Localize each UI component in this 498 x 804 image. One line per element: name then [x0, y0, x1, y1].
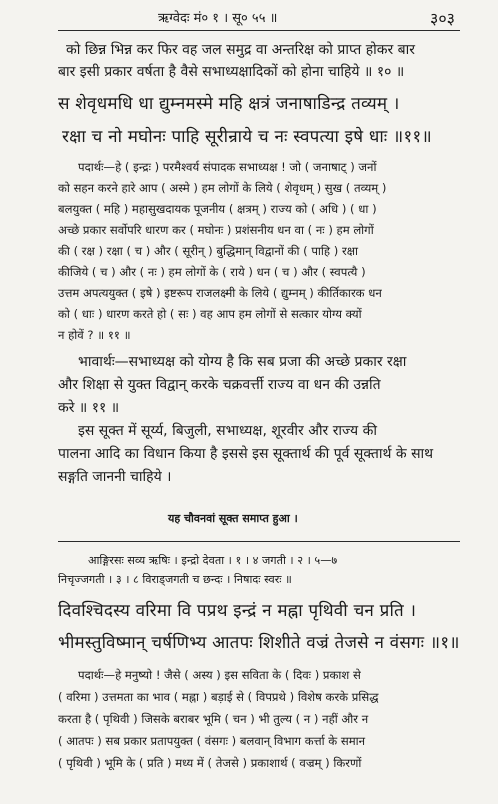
page-number: ३०३	[430, 9, 455, 28]
bhavartha-line: करे ॥ ११ ॥	[58, 400, 120, 416]
padartha-line: न होवें ? ॥ ११ ॥	[58, 328, 131, 342]
sukta-meta-line: आङ्गिरसः सव्य ऋषिः । इन्द्रो देवता । १ । ४ जगती । २ । ५—७	[88, 554, 338, 567]
padartha-line: पदार्थः—हे ( इन्द्रः ) परमैश्वर्य संपादक सभाध्यक्ष ! जो ( जनाषाट् ) जनों	[78, 160, 377, 174]
mantra-line: स शेवृधमधि धा द्युम्नमस्मे महि क्षत्रं जनाषाडिन्द्र तव्यम् ।	[58, 94, 400, 114]
bhavartha-line: और शिक्षा से युक्त विद्वान् करके चक्रवर्त्ती राज्य वा धन की उन्नति	[58, 377, 381, 393]
prose-line: बार इसी प्रकार वर्षता है वैसे सभाध्यक्षादिकों को होना चाहिये ॥ १० ॥	[58, 64, 405, 80]
padartha-line: उत्तम अपत्ययुक्त ( इषे ) इष्टरूप राजलक्ष्मी के लिये ( द्युम्नम् ) कीर्तिकारक धन	[58, 286, 382, 300]
sukta-closing-heading: यह चौवनवां सूक्त समाप्त हुआ ।	[168, 512, 298, 525]
mantra-line: भीमस्तुविष्मान् चर्षणिभ्य आतपः शिशीते वज्रं तेजसे न वंसगः ॥१॥	[58, 633, 460, 653]
padartha-line: पदार्थः—हे मनुष्यो ! जैसे ( अस्य ) इस सविता के ( दिवः ) प्रकाश से	[78, 668, 361, 682]
padartha-line: अच्छे प्रकार सर्वोपरि धारण कर ( मघोनः ) प्रशंसनीय धन वा ( नः ) हम लोगों	[58, 223, 374, 237]
padartha-line: ( वरिमा ) उत्तमता का भाव ( मह्ना ) बड़ाई से ( विपप्रथे ) विशेष करके प्रसिद्ध	[58, 690, 379, 704]
mantra-line: रक्षा च नो मघोनः पाहि सूरीन्राये च नः स्वपत्या इषे धाः ॥११॥	[62, 127, 432, 147]
sukta-meta-line: निचृज्जगती । ३ । ८ विराड्जगती च छन्दः । निषादः स्वरः ॥	[58, 573, 292, 586]
summary-line: इस सूक्त में सूर्य्य, बिजुली, सभाध्यक्ष, शूरवीर और राज्य की	[78, 423, 378, 439]
padartha-line: की ( रक्ष ) रक्षा ( च ) और ( सूरीन् ) बुद्धिमान् विद्वानों की ( पाहि ) रक्षा	[58, 244, 359, 258]
summary-line: सङ्गति जाननी चाहिये ।	[58, 469, 172, 485]
header-rule	[58, 30, 460, 31]
bhavartha-line: भावार्थः—सभाध्यक्ष को योग्य है कि सब प्रजा की अच्छे प्रकार रक्षा	[78, 354, 407, 370]
section-rule	[58, 541, 460, 542]
padartha-line: ( पृथिवी ) भूमि के ( प्रति ) मध्य में ( तेजसे ) प्रकाशार्थ ( वज्रम् ) किरणों	[58, 756, 362, 770]
padartha-line: बलयुक्त ( महि ) महासुखदायक पूजनीय ( क्षत्रम् ) राज्य को ( अधि ) ( धा )	[58, 202, 377, 216]
mantra-line: दिवश्चिदस्य वरिमा वि पप्रथ इन्द्रं न मह्ना पृथिवी चन प्रति ।	[58, 601, 417, 621]
padartha-line: कीजिये ( च ) और ( नः ) हम लोगों के ( राये ) धन ( च ) और ( स्वपत्यै )	[58, 265, 366, 279]
padartha-line: करता है ( पृथिवी ) जिसके बराबर भूमि ( चन ) भी तुल्य ( न ) नहीं और न	[58, 712, 369, 726]
running-title: ऋग्वेदः मं० १ । सू० ५५ ॥	[158, 11, 278, 26]
padartha-line: को ( धाः ) धारण करते हो ( सः ) वह आप हम लोगों से सत्कार योग्य क्यों	[58, 307, 362, 321]
padartha-line: ( आतपः ) सब प्रकार प्रतापयुक्त ( वंसगः ) बलवान् विभाग कर्त्ता के समान	[58, 734, 366, 748]
padartha-line: को सहन करने हारे आप ( अस्मे ) हम लोगों के लिये ( शेवृधम् ) सुख ( तव्यम् )	[58, 181, 387, 195]
prose-line: को छिन्न भिन्न कर फिर वह जल समुद्र वा अन्तरिक्ष को प्राप्त होकर बार	[66, 42, 416, 58]
summary-line: पालना आदि का विधान किया है इससे इस सूक्तार्थ की पूर्व सूक्तार्थ के साथ	[58, 446, 434, 462]
